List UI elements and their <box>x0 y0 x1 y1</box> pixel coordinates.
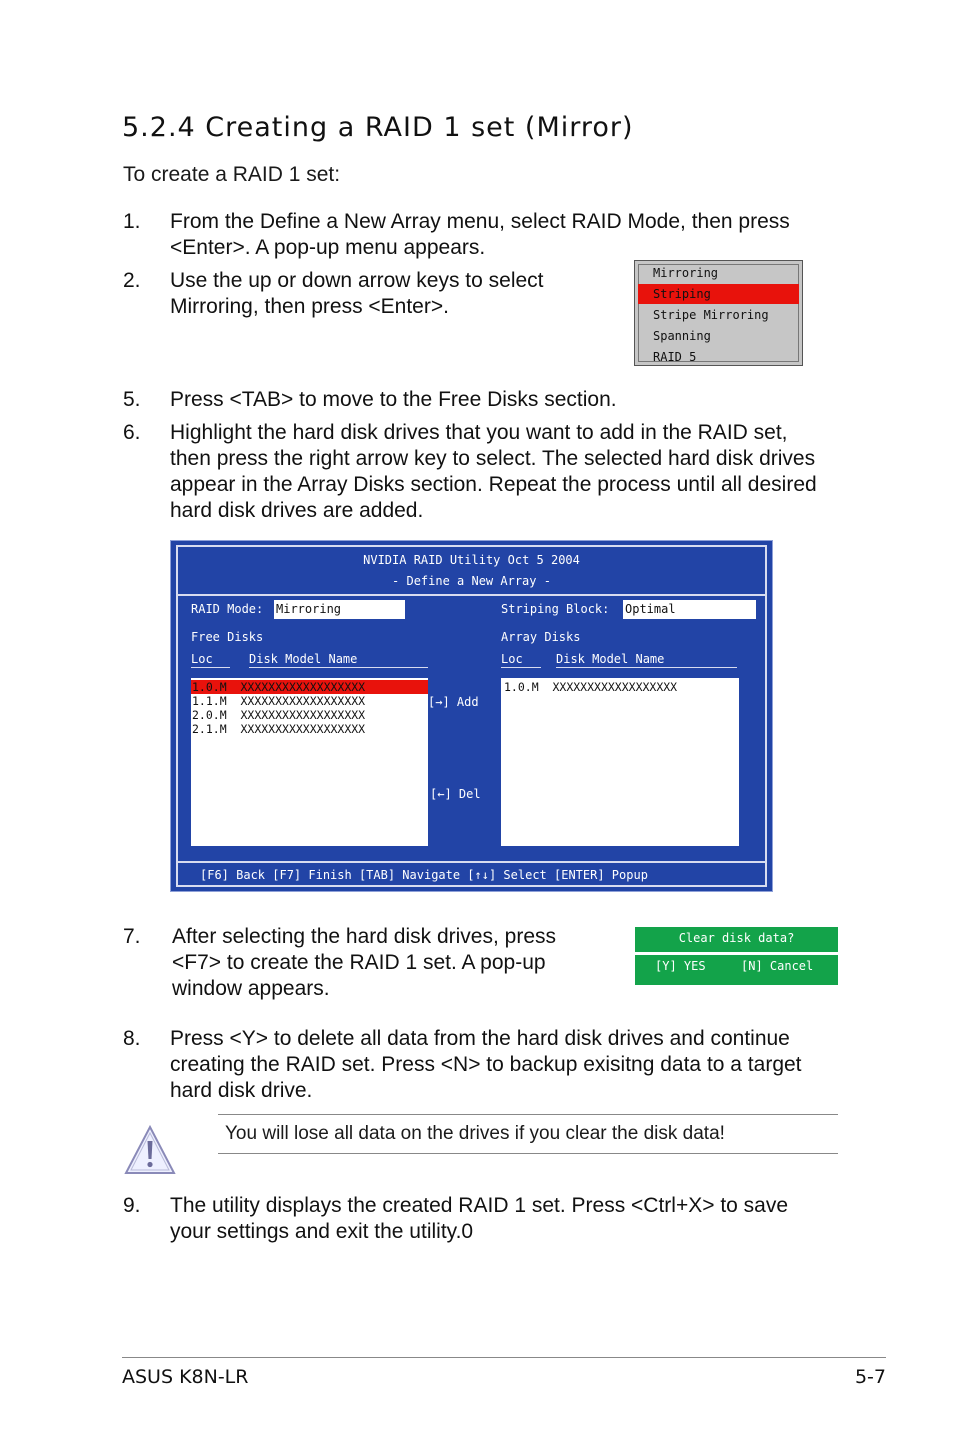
array-loc-header: Loc <box>501 652 523 666</box>
del-key-hint[interactable]: [←] Del <box>430 787 481 801</box>
step-9-text <box>170 1193 788 1245</box>
raid-mode-field[interactable]: Mirroring <box>274 600 405 619</box>
clear-popup-divider <box>635 952 838 955</box>
clear-disk-popup <box>635 927 838 985</box>
step-9-line-1: The utility displays the created RAID 1 set. Press <Ctrl+X> to save <box>170 1194 789 1217</box>
step-9-number: 9. <box>123 1194 141 1217</box>
menu-item-spanning[interactable]: Spanning <box>653 329 711 343</box>
warning-note-text: You will lose all data on the drives if you clear the disk data! <box>225 1123 725 1144</box>
step-1-line-2: <Enter>. A pop-up menu appears. <box>170 236 486 259</box>
raid-mode-label: RAID Mode: <box>191 602 264 616</box>
array-loc-underline <box>501 667 541 668</box>
step-8-number: 8. <box>123 1027 141 1050</box>
step-6-line-4: hard disk drives are added. <box>170 499 424 522</box>
step-7-line-1: After selecting the hard disk drives, press <box>172 925 557 948</box>
step-8-line-3: hard disk drive. <box>170 1079 313 1102</box>
disk-loc: 2.0.M <box>192 708 227 722</box>
warning-icon <box>123 1124 177 1176</box>
menu-item-stripe-mirroring[interactable]: Stripe Mirroring <box>653 308 769 322</box>
note-bottom-rule <box>218 1153 838 1154</box>
menu-item-raid5[interactable]: RAID 5 <box>653 350 697 364</box>
free-model-underline <box>249 667 428 668</box>
free-model-header: Disk Model Name <box>249 652 358 666</box>
array-model-header: Disk Model Name <box>556 652 665 666</box>
disk-model: XXXXXXXXXXXXXXXXXX <box>240 680 366 694</box>
striping-block-field[interactable]: Optimal <box>623 600 756 619</box>
cancel-button[interactable]: [N] Cancel <box>741 959 814 973</box>
utility-subtitle: - Define a New Array - <box>392 574 551 588</box>
disk-loc: 2.1.M <box>192 722 227 736</box>
footer-page-number: 5-7 <box>854 1366 886 1388</box>
step-6-line-1: Highlight the hard disk drives that you want to add in the RAID set, <box>170 421 788 444</box>
free-disk-row[interactable] <box>191 722 428 736</box>
raid-utility-screen <box>170 540 773 892</box>
disk-model: XXXXXXXXXXXXXXXXXX <box>240 694 366 708</box>
disk-model: XXXXXXXXXXXXXXXXXX <box>240 722 366 736</box>
step-8-text <box>170 1026 802 1104</box>
step-6-line-2: then press the right arrow key to select. The selected hard disk drives <box>170 447 816 470</box>
add-key-hint[interactable]: [→] Add <box>428 695 479 709</box>
free-disk-row[interactable] <box>191 708 428 722</box>
step-5-number: 5. <box>123 388 141 411</box>
step-9-line-2: your settings and exit the utility.0 <box>170 1220 474 1243</box>
step-7-text <box>172 924 556 1002</box>
step-8-line-2: creating the RAID set. Press <N> to backup exisitng data to a target <box>170 1053 802 1076</box>
note-top-rule <box>218 1114 838 1115</box>
disk-loc: 1.0.M <box>504 680 539 694</box>
step-7-line-2: <F7> to create the RAID 1 set. A pop-up <box>172 951 546 974</box>
footer-product-name: ASUS K8N-LR <box>122 1366 249 1388</box>
utility-title: NVIDIA RAID Utility Oct 5 2004 <box>363 553 580 567</box>
step-5-text <box>170 387 617 413</box>
step-7-line-3: window appears. <box>172 977 330 1000</box>
step-1-line-1: From the Define a New Array menu, select RAID Mode, then press <box>170 210 790 233</box>
step-2-number: 2. <box>123 269 141 292</box>
utility-key-legend: [F6] Back [F7] Finish [TAB] Navigate [↑↓] Select [ENTER] Popup <box>200 868 648 882</box>
intro-text: To create a RAID 1 set: <box>123 163 341 186</box>
step-2-text <box>170 268 544 320</box>
free-disks-list[interactable] <box>191 678 428 846</box>
striping-block-label: Striping Block: <box>501 602 610 616</box>
yes-button[interactable]: [Y] YES <box>655 959 706 973</box>
step-6-text <box>170 420 817 524</box>
disk-model: XXXXXXXXXXXXXXXXXX <box>240 708 366 722</box>
step-5-line-1: Press <TAB> to move to the Free Disks section. <box>170 388 617 411</box>
step-2-line-1: Use the up or down arrow keys to select <box>170 269 544 292</box>
disk-model: XXXXXXXXXXXXXXXXXX <box>552 680 678 694</box>
array-model-underline <box>556 667 737 668</box>
step-1-number: 1. <box>123 210 141 233</box>
section-heading: 5.2.4 Creating a RAID 1 set (Mirror) <box>122 112 634 143</box>
step-7-number: 7. <box>123 925 141 948</box>
disk-loc: 1.0.M <box>192 680 227 694</box>
disk-loc: 1.1.M <box>192 694 227 708</box>
step-6-line-3: appear in the Array Disks section. Repeat the process until all desired <box>170 473 817 496</box>
array-disks-list[interactable] <box>501 678 739 846</box>
menu-item-mirroring[interactable]: Mirroring <box>653 266 719 280</box>
free-disk-row[interactable] <box>191 680 428 694</box>
step-8-line-1: Press <Y> to delete all data from the hard disk drives and continue <box>170 1027 790 1050</box>
free-disks-label: Free Disks <box>191 630 264 644</box>
step-2-line-2: Mirroring, then press <Enter>. <box>170 295 449 318</box>
array-disk-row[interactable] <box>501 680 739 694</box>
footer-rule <box>122 1357 886 1358</box>
step-1-text <box>170 209 790 261</box>
free-loc-underline <box>191 667 230 668</box>
free-loc-header: Loc <box>191 652 213 666</box>
menu-item-striping[interactable]: Striping <box>638 284 799 304</box>
array-disks-label: Array Disks <box>501 630 581 644</box>
free-disk-row[interactable] <box>191 694 428 708</box>
raid-mode-popup-menu <box>634 260 803 366</box>
step-6-number: 6. <box>123 421 141 444</box>
title-divider <box>176 594 767 596</box>
footer-divider <box>176 861 767 863</box>
clear-disk-question: Clear disk data? <box>678 931 795 945</box>
